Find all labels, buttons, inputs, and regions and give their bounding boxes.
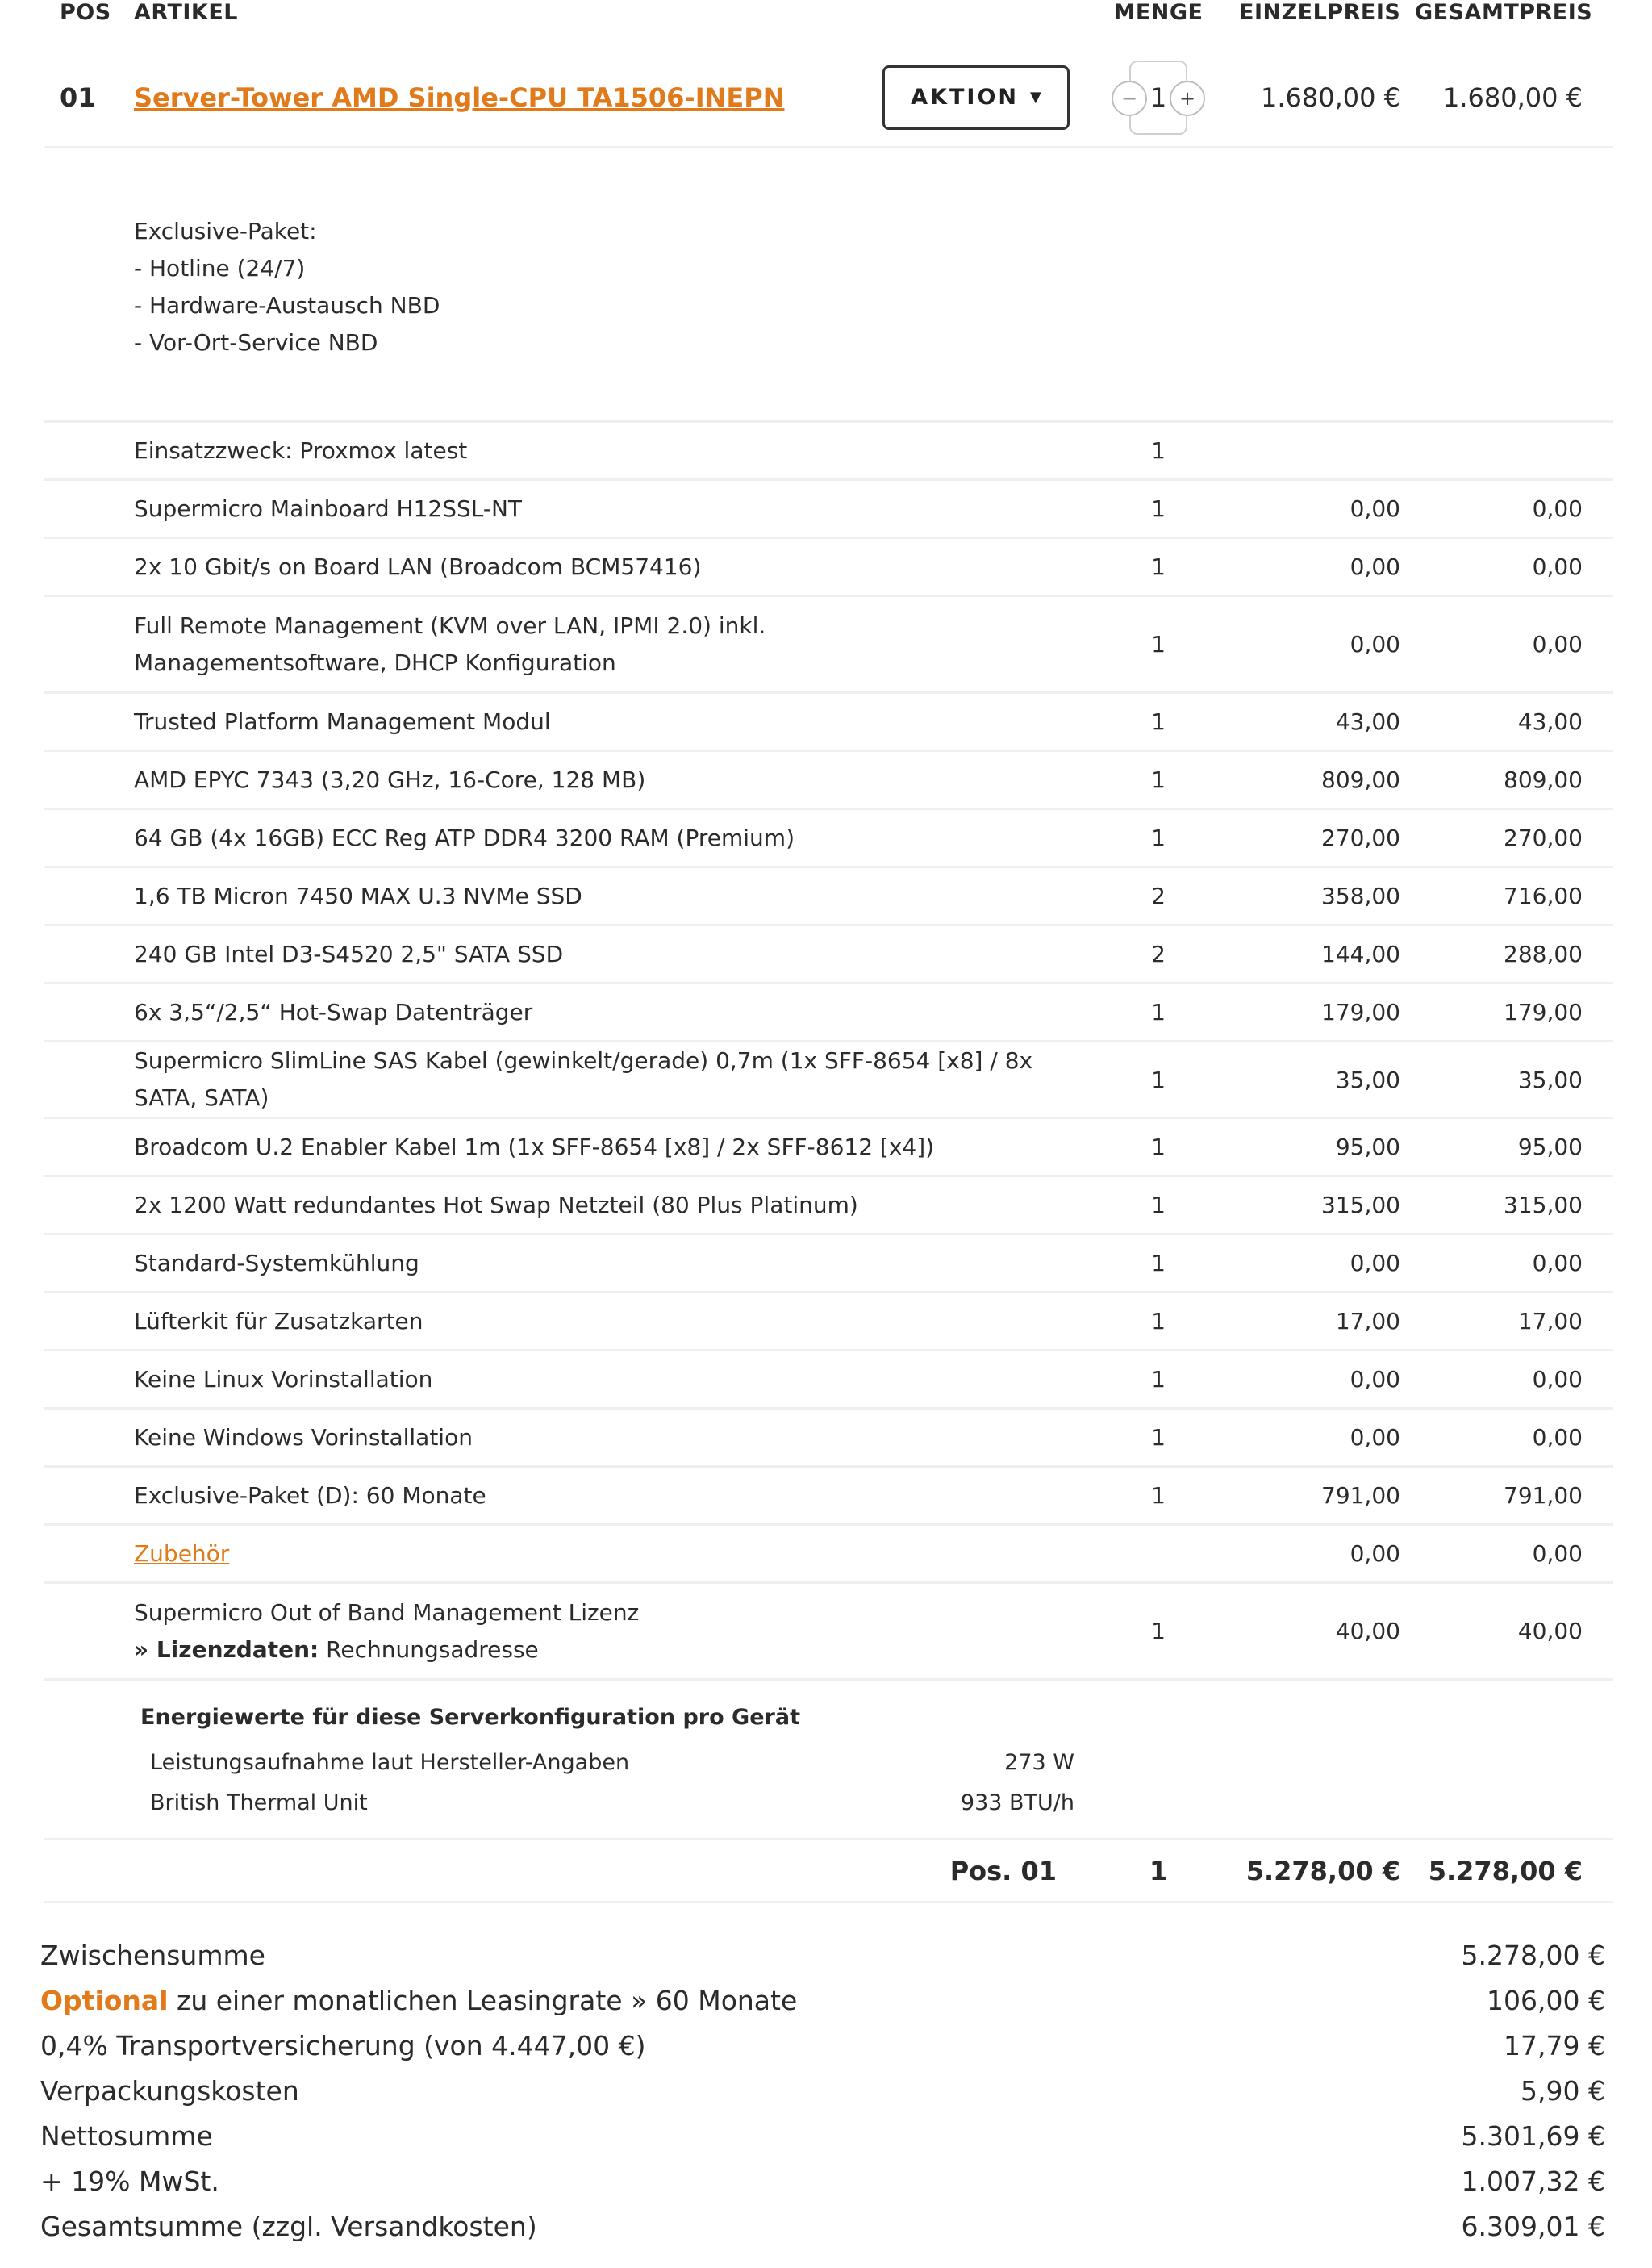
energy-row xyxy=(44,1681,1613,1840)
position-sum-qty: 1 xyxy=(1149,1855,1168,1886)
item-unit-price: 270,00 xyxy=(1321,825,1400,851)
product-total-price: 1.680,00 € xyxy=(1442,81,1583,113)
insurance-value: 17,79 € xyxy=(1504,2029,1605,2061)
item-unit-price: 0,00 xyxy=(1350,553,1400,580)
item-unit-price: 17,00 xyxy=(1335,1308,1400,1334)
item-qty: 1 xyxy=(1151,1482,1166,1509)
vat-line xyxy=(40,2158,1605,2203)
item-qty: 1 xyxy=(1151,825,1166,851)
item-unit-price: 0,00 xyxy=(1350,1250,1400,1276)
energy-label: British Thermal Unit xyxy=(150,1790,368,1815)
header-gesamtpreis: GESAMTPREIS xyxy=(1415,0,1593,25)
energy-block xyxy=(121,1705,1078,1823)
table-row xyxy=(44,926,1613,984)
table-row xyxy=(44,1119,1613,1177)
gross-value: 6.309,01 € xyxy=(1461,2210,1605,2242)
table-row xyxy=(44,868,1613,926)
item-qty: 1 xyxy=(1151,1424,1166,1451)
net-value: 5.301,69 € xyxy=(1461,2120,1605,2152)
energy-line xyxy=(137,1783,1074,1823)
item-qty: 1 xyxy=(1151,1366,1166,1393)
quantity-cell xyxy=(1078,61,1239,135)
item-label: Keine Linux Vorinstallation xyxy=(134,1365,433,1393)
item-unit-price: 95,00 xyxy=(1335,1134,1400,1160)
subtotal-line xyxy=(40,1932,1605,1978)
zubehoer-total: 0,00 xyxy=(1532,1540,1583,1567)
item-qty: 1 xyxy=(1151,1066,1166,1093)
license-row xyxy=(44,1584,1613,1681)
position-sum-total: 5.278,00 € xyxy=(1428,1855,1583,1886)
item-label: Trusted Platform Management Modul xyxy=(134,708,551,735)
item-qty: 1 xyxy=(1151,1250,1166,1276)
item-total-price: 179,00 xyxy=(1504,999,1583,1025)
license-key: Lizenzdaten: xyxy=(156,1635,319,1663)
minus-icon[interactable]: − xyxy=(1112,81,1147,116)
item-label: Full Remote Management (KVM over LAN, IPMI 2.0) inkl. Managementsoftware, DHCP Konfiguration xyxy=(134,612,766,676)
product-row xyxy=(44,48,1613,148)
packaging-value: 5,90 € xyxy=(1521,2074,1605,2107)
position-sum-unit: 5.278,00 € xyxy=(1245,1855,1400,1886)
zubehoer-unit: 0,00 xyxy=(1350,1540,1400,1567)
totals-block xyxy=(40,1932,1605,2249)
product-link[interactable]: Server-Tower AMD Single-CPU TA1506-INEPN xyxy=(134,81,785,113)
gross-line xyxy=(40,2203,1605,2249)
insurance-line xyxy=(40,2023,1605,2068)
item-label: Standard-Systemkühlung xyxy=(134,1249,419,1276)
table-row xyxy=(44,1177,1613,1235)
item-qty: 2 xyxy=(1151,941,1166,967)
zubehoer-link[interactable]: Zubehör xyxy=(134,1539,230,1567)
table-row xyxy=(44,810,1613,868)
gross-label: Gesamtsumme (zzgl. Versandkosten) xyxy=(40,2210,537,2242)
position-sum-label: Pos. 01 xyxy=(949,1855,1057,1886)
table-row xyxy=(44,1235,1613,1293)
table-row xyxy=(44,1042,1613,1119)
item-total-price: 35,00 xyxy=(1517,1066,1583,1093)
package-info-row xyxy=(44,148,1613,423)
item-unit-price: 0,00 xyxy=(1350,1366,1400,1393)
item-unit-price: 791,00 xyxy=(1321,1482,1400,1509)
item-label: 2x 10 Gbit/s on Board LAN (Broadcom BCM57416) xyxy=(134,553,702,580)
item-list xyxy=(44,423,1613,1526)
item-label: Exclusive-Paket (D): 60 Monate xyxy=(134,1481,486,1509)
item-total-price: 0,00 xyxy=(1532,495,1583,522)
license-label: Supermicro Out of Band Management Lizenz xyxy=(134,1598,640,1626)
subtotal-label: Zwischensumme xyxy=(40,1939,265,1971)
item-label: 240 GB Intel D3-S4520 2,5" SATA SSD xyxy=(134,940,564,967)
item-unit-price: 179,00 xyxy=(1321,999,1400,1025)
table-row xyxy=(44,423,1613,481)
energy-label: Leistungsaufnahme laut Hersteller-Angaben xyxy=(150,1750,630,1775)
item-qty: 1 xyxy=(1151,631,1166,658)
item-unit-price: 0,00 xyxy=(1350,631,1400,658)
item-label: 6x 3,5“/2,5“ Hot-Swap Datenträger xyxy=(134,998,533,1025)
item-total-price: 791,00 xyxy=(1504,1482,1583,1509)
aktion-label: AKTION xyxy=(911,85,1019,110)
energy-title: Energiewerte für diese Serverkonfiguration pro Gerät xyxy=(140,1705,800,1730)
item-unit-price: 0,00 xyxy=(1350,1424,1400,1451)
license-unit: 40,00 xyxy=(1335,1618,1400,1644)
item-total-price: 95,00 xyxy=(1517,1134,1583,1160)
item-unit-price: 43,00 xyxy=(1335,708,1400,735)
item-total-price: 288,00 xyxy=(1504,941,1583,967)
item-total-price: 0,00 xyxy=(1532,553,1583,580)
header-artikel: ARTIKEL xyxy=(134,0,239,25)
header-menge: MENGE xyxy=(1113,0,1204,25)
item-qty: 1 xyxy=(1151,766,1166,793)
table-row xyxy=(44,1410,1613,1468)
energy-line xyxy=(137,1743,1074,1783)
packaging-label: Verpackungskosten xyxy=(40,2074,299,2107)
license-total: 40,00 xyxy=(1517,1618,1583,1644)
leasing-line xyxy=(40,1978,1605,2023)
item-qty: 1 xyxy=(1151,553,1166,580)
item-total-price: 0,00 xyxy=(1532,631,1583,658)
leasing-value: 106,00 € xyxy=(1487,1984,1605,2016)
item-total-price: 17,00 xyxy=(1517,1308,1583,1334)
product-article-cell xyxy=(121,65,1078,130)
leasing-optional: Optional xyxy=(40,1984,169,2016)
leasing-label: Optional zu einer monatlichen Leasingrate » 60 Monate xyxy=(40,1984,798,2016)
item-qty: 1 xyxy=(1151,1192,1166,1218)
item-qty: 1 xyxy=(1151,708,1166,735)
item-qty: 1 xyxy=(1151,437,1166,464)
net-label: Nettosumme xyxy=(40,2120,213,2152)
item-label: 64 GB (4x 16GB) ECC Reg ATP DDR4 3200 RAM (Premium) xyxy=(134,824,795,851)
aktion-dropdown-button[interactable] xyxy=(882,65,1070,130)
packaging-line xyxy=(40,2068,1605,2113)
cart-table xyxy=(44,0,1613,1903)
energy-value: 273 W xyxy=(1004,1750,1074,1775)
item-unit-price: 35,00 xyxy=(1335,1066,1400,1093)
quantity-stepper xyxy=(1094,61,1223,135)
item-qty: 2 xyxy=(1151,883,1166,909)
item-unit-price: 358,00 xyxy=(1321,883,1400,909)
item-total-price: 809,00 xyxy=(1504,766,1583,793)
item-label: Lüfterkit für Zusatzkarten xyxy=(134,1307,423,1334)
license-qty: 1 xyxy=(1151,1618,1166,1644)
quantity-input[interactable]: 1 xyxy=(1129,61,1187,135)
item-label: Broadcom U.2 Enabler Kabel 1m (1x SFF-8654 [x8] / 2x SFF-8612 [x4]) xyxy=(134,1133,935,1160)
plus-icon[interactable]: + xyxy=(1170,81,1205,116)
zubehoer-row xyxy=(44,1526,1613,1584)
item-qty: 1 xyxy=(1151,1134,1166,1160)
package-line: - Vor-Ort-Service NBD xyxy=(134,329,378,356)
item-label: 2x 1200 Watt redundantes Hot Swap Netzteil (80 Plus Platinum) xyxy=(134,1191,858,1218)
product-pos: 01 xyxy=(60,81,96,113)
item-qty: 1 xyxy=(1151,1308,1166,1334)
license-cell xyxy=(121,1594,1078,1669)
subtotal-value: 5.278,00 € xyxy=(1461,1939,1605,1971)
item-total-price: 270,00 xyxy=(1504,825,1583,851)
item-total-price: 0,00 xyxy=(1532,1424,1583,1451)
header-einzelpreis: EINZELPREIS xyxy=(1239,0,1401,25)
caret-down-icon: ▼ xyxy=(1030,89,1041,106)
energy-value: 933 BTU/h xyxy=(960,1790,1074,1815)
item-label: Keine Windows Vorinstallation xyxy=(134,1423,473,1451)
item-total-price: 0,00 xyxy=(1532,1366,1583,1393)
table-row xyxy=(44,597,1613,694)
license-data: » Lizenzdaten: Rechnungsadresse xyxy=(134,1635,539,1663)
net-line xyxy=(40,2113,1605,2158)
item-label: Supermicro SlimLine SAS Kabel (gewinkelt/gerade) 0,7m (1x SFF-8654 [x8] / 8x SATA, SATA) xyxy=(134,1047,1033,1111)
package-description xyxy=(121,213,1078,361)
package-line: - Hardware-Austausch NBD xyxy=(134,292,440,319)
item-label: 1,6 TB Micron 7450 MAX U.3 NVMe SSD xyxy=(134,882,582,909)
header-pos: POS xyxy=(60,0,111,25)
product-unit-price: 1.680,00 € xyxy=(1260,81,1400,113)
item-qty: 1 xyxy=(1151,999,1166,1025)
item-unit-price: 809,00 xyxy=(1321,766,1400,793)
table-row xyxy=(44,481,1613,539)
item-qty: 1 xyxy=(1151,495,1166,522)
vat-value: 1.007,32 € xyxy=(1461,2165,1605,2197)
item-total-price: 0,00 xyxy=(1532,1250,1583,1276)
position-sum-row xyxy=(44,1840,1613,1903)
item-label: AMD EPYC 7343 (3,20 GHz, 16-Core, 128 MB) xyxy=(134,766,646,793)
item-unit-price: 144,00 xyxy=(1321,941,1400,967)
package-line: Exclusive-Paket: xyxy=(134,218,317,244)
item-total-price: 716,00 xyxy=(1504,883,1583,909)
table-row xyxy=(44,1351,1613,1410)
table-row xyxy=(44,539,1613,597)
item-total-price: 43,00 xyxy=(1517,708,1583,735)
table-row xyxy=(44,1468,1613,1526)
item-unit-price: 0,00 xyxy=(1350,495,1400,522)
item-unit-price: 315,00 xyxy=(1321,1192,1400,1218)
item-label: Einsatzzweck: Proxmox latest xyxy=(134,436,468,464)
table-row xyxy=(44,752,1613,810)
table-row xyxy=(44,694,1613,752)
item-total-price: 315,00 xyxy=(1504,1192,1583,1218)
vat-label: + 19% MwSt. xyxy=(40,2165,219,2197)
table-row xyxy=(44,984,1613,1042)
package-line: - Hotline (24/7) xyxy=(134,255,306,282)
table-header xyxy=(44,0,1613,29)
license-value: Rechnungsadresse xyxy=(319,1635,539,1663)
table-row xyxy=(44,1293,1613,1351)
insurance-label: 0,4% Transportversicherung (von 4.447,00 €) xyxy=(40,2029,646,2061)
item-label: Supermicro Mainboard H12SSL-NT xyxy=(134,495,523,522)
